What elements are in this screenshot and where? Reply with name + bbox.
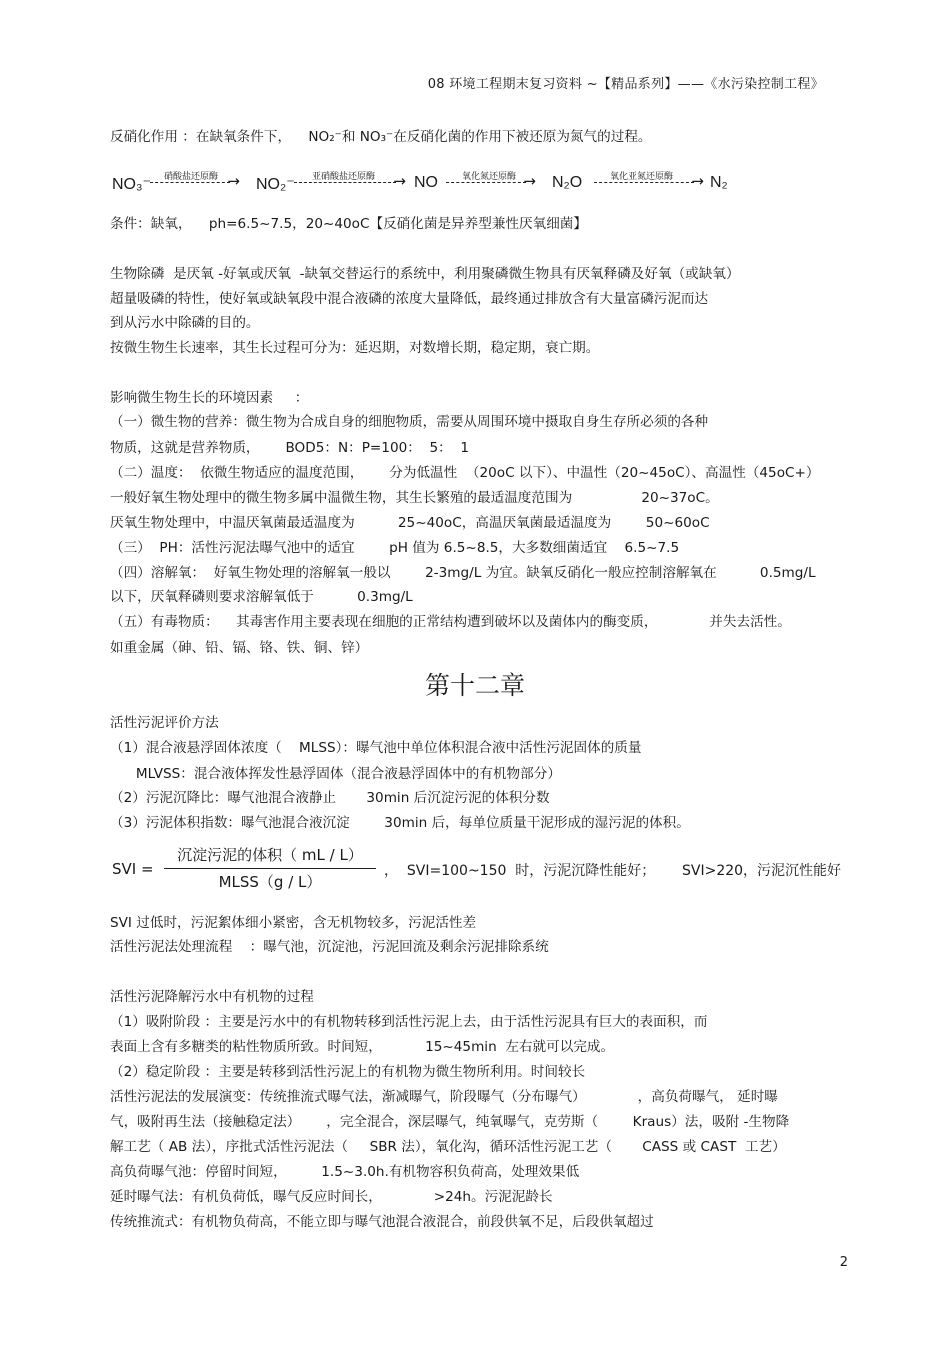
text-line: （四）溶解氧： 好氧生物处理的溶解氧一般以 2-3mg/L 为宜。缺氧反硝化一般应控制溶解氧在 0.5mg/L [110,565,816,581]
text-line: 活性污泥降解污水中有机物的过程 [110,989,314,1005]
text-line: （一）微生物的营养：微生物为合成自身的细胞物质，需要从周围环境中摄取自身生存所必须的各种 [110,414,709,430]
text-line: 气，吸附再生法（接触稳定法） ，完全混合，深层曝气，纯氧曝气，克劳斯（ Kraus）法，吸附 -生物降 [110,1114,790,1130]
svi-denominator: MLSS（g / L） [218,873,322,891]
svi-lhs: SVI = [112,860,154,878]
text-line: 以下，厌氧释磷则要求溶解氧低于 0.3mg/L [110,589,413,605]
text-line: 传统推流式：有机物负荷高，不能立即与曝气池混合液混合，前段供氧不足，后段供氧超过 [110,1214,654,1230]
text-line: 到从污水中除磷的目的。 [110,315,260,331]
page-number: 2 [839,1255,848,1270]
formula-arrow [594,172,694,184]
text-line: 超量吸磷的特性，使好氧或缺氧段中混合液磷的浓度大量降低，最终通过排放含有大量富磷污泥而达 [110,291,709,307]
enzyme-label: 氧化亚氮还原酶 [610,172,674,182]
text-line: （二）温度： 依微生物适应的温度范围， 分为低温性 （20oC 以下）、中温性（20~45oC）、高温性（45oC+） [110,465,820,481]
formula-species: NO₃⁻ [112,176,151,193]
denitrification-definition: 反硝化作用 ：在缺氧条件下， NO₂⁻和 NO₃⁻在反硝化菌的作用下被还原为氮气的过程。 [110,129,652,145]
svi-numerator: 沉淀污泥的体积（ mL / L） [177,846,363,864]
formula-species: NO₂⁻ [256,176,295,193]
formula-arrow [446,172,526,184]
enzyme-label: 氧化氮还原酶 [462,172,517,182]
text-line: 高负荷曝气池：停留时间短， 1.5~3.0h.有机物容积负荷高，处理效果低 [110,1164,580,1180]
text-line: （三） PH：活性污泥法曝气池中的适宜 pH 值为 6.5~8.5，大多数细菌适宜 6.5~7.5 [110,540,680,556]
enzyme-label: 硝酸盐还原酶 [164,172,219,182]
text-line: （1）混合液悬浮固体浓度（ MLSS）：曝气池中单位体积混合液中活性污泥固体的质量 [110,740,642,756]
text-line: SVI 过低时，污泥絮体细小紧密，含无机物较多，污泥活性差 [110,915,477,931]
page-header: 08 环境工程期末复习资料 ~【精品系列】——《水污染控制工程》 [427,77,824,92]
text-line: （2）稳定阶段 ：主要是转移到活性污泥上的有机物为微生物所利用。时间较长 [110,1064,586,1080]
text-line: （五）有毒物质： 其毒害作用主要表现在细胞的正常结构遭到破坏以及菌体内的酶变质， 并失去活性。 [110,614,791,630]
text-line: 表面上含有多糖类的粘性物质所致。时间短， 15~45min 左右就可以完成。 [110,1039,615,1055]
text-line: （3）污泥体积指数：曝气池混合液沉淀 30min 后，每单位质量干泥形成的湿污泥的体积。 [110,815,690,831]
svi-description: ， SVI=100~150 时，污泥沉降性能好； SVI>220，污泥沉性能好 [384,863,842,879]
formula-arrow [294,172,396,184]
text-line: 按微生物生长速率，其生长过程可分为：延迟期，对数增长期，稳定期，衰亡期。 [110,340,600,356]
enzyme-label: 亚硝酸盐还原酶 [312,172,376,182]
text-line: 延时曝气法：有机负荷低，曝气反应时间长， >24h。污泥泥龄长 [110,1189,553,1205]
text-line: 活性污泥法处理流程 ：曝气池，沉淀池，污泥回流及剩余污泥排除系统 [110,939,549,955]
formula-species: N₂O [552,174,583,191]
formula-species: N₂ [710,174,728,191]
denitrification-formula [112,170,772,200]
text-line: （1）吸附阶段 ：主要是污水中的有机物转移到活性污泥上去，由于活性污泥具有巨大的表面积，而 [110,1014,708,1030]
text-line: 厌氧生物处理中，中温厌氧菌最适温度为 25~40oC，高温厌氧菌最适温度为 50~60oC [110,515,710,531]
text-line: 影响微生物生长的环境因素 ： [110,390,309,406]
text-line: 活性污泥评价方法 [110,715,219,731]
chapter-title: 第十二章 [424,671,525,700]
svi-formula [112,842,852,898]
text-line: 条件：缺氧， ph=6.5~7.5，20~40oC【反硝化菌是异养型兼性厌氧细菌】 [110,216,587,232]
formula-species: NO [414,174,438,191]
text-line: （2）污泥沉降比：曝气池混合液静止 30min 后沉淀污泥的体积分数 [110,790,550,806]
text-line: 生物除磷 是厌氧 -好氧或厌氧 -缺氧交替运行的系统中，利用聚磷微生物具有厌氧释磷及好氧（或缺氧） [110,266,740,282]
text-line: 一般好氧生物处理中的微生物多属中温微生物，其生长繁殖的最适温度范围为 20~37oC。 [110,490,719,506]
svi-fraction [160,842,380,895]
text-line: 物质，这就是营养物质， BOD5：N：P=100： 5： 1 [110,440,470,456]
formula-arrow [150,172,230,184]
text-line: 活性污泥法的发展演变：传统推流式曝气法，渐减曝气，阶段曝气（分布曝气） ，高负荷曝气， 延时曝 [110,1089,778,1105]
text-line: 解工艺（ AB 法），序批式活性污泥法（ SBR 法），氧化沟，循环活性污泥工艺（ CASS 或 CAST 工艺） [110,1139,786,1155]
text-line: 如重金属（砷、铅、镉、铬、铁、铜、锌） [110,640,369,656]
text-line: MLVSS：混合液体挥发性悬浮固体（混合液悬浮固体中的有机物部分） [110,766,561,782]
